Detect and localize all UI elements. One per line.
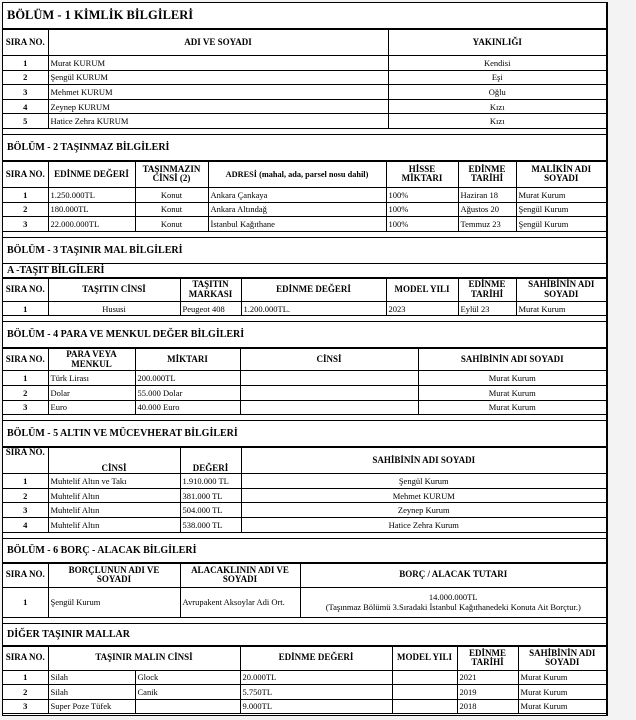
cell: Silah	[48, 685, 135, 700]
section-5-title: BÖLÜM - 5 ALTIN VE MÜCEVHERAT BİLGİLERİ	[3, 421, 606, 447]
cell: 20.000TL	[240, 670, 392, 685]
cell: 1.910.000 TL	[180, 474, 241, 489]
cell: Murat Kurum	[516, 301, 606, 316]
table-row	[3, 371, 606, 386]
table-row	[3, 202, 606, 217]
cell: 1	[3, 587, 48, 617]
cell	[240, 400, 418, 415]
cell: 2018	[457, 699, 518, 714]
cell: Şengül Kurum	[48, 587, 180, 617]
cell: Oğlu	[388, 85, 606, 100]
col-header: SAHİBİNİN ADI SOYADI	[418, 349, 606, 371]
section-3-title: BÖLÜM - 3 TAŞINIR MAL BİLGİLERİ	[3, 238, 606, 264]
cell: 9.000TL	[240, 699, 392, 714]
cell: Eşi	[388, 70, 606, 85]
cell: 3	[3, 217, 48, 232]
section-6-title: BÖLÜM - 6 BORÇ - ALACAK BİLGİLERİ	[3, 539, 606, 563]
cell: Muhtelif Altın	[48, 503, 180, 518]
table-row	[3, 56, 606, 71]
para-table	[3, 348, 606, 415]
cell: Murat Kurum	[516, 187, 606, 202]
cell: 3	[3, 503, 48, 518]
cell: Murat Kurum	[418, 400, 606, 415]
col-header: ALACAKLININ ADI VE SOYADI	[180, 563, 300, 587]
cell: 3	[3, 699, 48, 714]
cell: Kızı	[388, 99, 606, 114]
cell: Ankara Altındağ	[208, 202, 386, 217]
col-header: MODEL YILI	[386, 278, 458, 301]
cell: 2	[3, 488, 48, 503]
col-header: SIRA NO.	[3, 161, 48, 187]
cell: 100%	[386, 202, 458, 217]
cell: 1	[3, 670, 48, 685]
kimlik-table	[3, 29, 606, 129]
cell: 1	[3, 56, 48, 71]
cell: Dolar	[48, 385, 135, 400]
cell: Ağustos 20	[458, 202, 516, 217]
cell: 5.750TL	[240, 685, 392, 700]
table-row	[3, 99, 606, 114]
col-header: SAHİBİNİN ADI SOYADI	[518, 646, 606, 670]
cell	[392, 670, 457, 685]
table-row	[3, 685, 606, 700]
cell: Kendisi	[388, 56, 606, 71]
cell: Konut	[135, 187, 208, 202]
cell: Murat Kurum	[518, 670, 606, 685]
cell: İstanbul Kağıthane	[208, 217, 386, 232]
col-header: MODEL YILI	[392, 646, 457, 670]
table-row	[3, 517, 606, 532]
table-row	[3, 301, 606, 316]
cell: 1	[3, 371, 48, 386]
col-header: CİNSİ	[48, 448, 180, 474]
cell: Hatice Zehra Kurum	[241, 517, 606, 532]
section-3-subtitle: A -TAŞIT BİLGİLERİ	[3, 264, 606, 278]
cell: 40.000 Euro	[135, 400, 240, 415]
cell: 2	[3, 385, 48, 400]
cell	[300, 587, 606, 617]
cell: Şengül Kurum	[241, 474, 606, 489]
cell: 1.250.000TL	[48, 187, 135, 202]
cell: Muhtelif Altın	[48, 517, 180, 532]
cell: 2019	[457, 685, 518, 700]
table-row	[3, 217, 606, 232]
table-row	[3, 474, 606, 489]
cell: 4	[3, 517, 48, 532]
cell: Murat Kurum	[518, 685, 606, 700]
col-header: DEĞERİ	[180, 448, 241, 474]
col-header: HİSSE MİKTARI	[386, 161, 458, 187]
col-header: TAŞITIN CİNSİ	[48, 278, 180, 301]
table-row	[3, 699, 606, 714]
section-1-title: BÖLÜM - 1 KİMLİK BİLGİLERİ	[3, 3, 606, 29]
cell: Konut	[135, 202, 208, 217]
cell	[240, 385, 418, 400]
col-header: SIRA NO.	[3, 349, 48, 371]
cell: Glock	[135, 670, 240, 685]
cell: Canik	[135, 685, 240, 700]
diger-table	[3, 646, 606, 715]
cell: Şengül KURUM	[48, 70, 388, 85]
col-header: BORÇLUNUN ADI VE SOYADI	[48, 563, 180, 587]
cell: Hususi	[48, 301, 180, 316]
col-header: SAHİBİNİN ADI SOYADI	[516, 278, 606, 301]
cell: 22.000.000TL	[48, 217, 135, 232]
col-header: EDİNME DEĞERİ	[241, 278, 386, 301]
table-row	[3, 670, 606, 685]
cell: 2023	[386, 301, 458, 316]
cell: 2	[3, 70, 48, 85]
table-row	[3, 70, 606, 85]
cell: 4	[3, 99, 48, 114]
cell: Şengül Kurum	[516, 202, 606, 217]
cell: 1.200.000TL.	[241, 301, 386, 316]
cell: Silah	[48, 670, 135, 685]
cell: Mehmet KURUM	[241, 488, 606, 503]
cell: 2	[3, 685, 48, 700]
col-header: TAŞINIR MALIN CİNSİ	[48, 646, 240, 670]
col-header: EDİNME TARİHİ	[458, 161, 516, 187]
cell: Kızı	[388, 114, 606, 129]
col-sira-no: SIRA NO.	[3, 30, 48, 56]
cell: 1	[3, 474, 48, 489]
cell: 3	[3, 85, 48, 100]
cell: Zeynep KURUM	[48, 99, 388, 114]
col-header: ADRESİ (mahal, ada, parsel nosu dahil)	[208, 161, 386, 187]
cell: Haziran 18	[458, 187, 516, 202]
col-header: SIRA NO.	[3, 646, 48, 670]
borc-amount: 14.000.000TL	[428, 592, 478, 602]
col-header: CİNSİ	[240, 349, 418, 371]
cell: 1	[3, 301, 48, 316]
cell: Ankara Çankaya	[208, 187, 386, 202]
cell: Muhtelif Altın ve Takı	[48, 474, 180, 489]
table-row	[3, 488, 606, 503]
col-header: SAHİBİNİN ADI SOYADI	[241, 448, 606, 474]
col-yakinligi: YAKINLIĞI	[388, 30, 606, 56]
cell	[392, 699, 457, 714]
col-adi-soyadi: ADI VE SOYADI	[48, 30, 388, 56]
cell: 55.000 Dolar	[135, 385, 240, 400]
cell: Murat Kurum	[418, 385, 606, 400]
cell: Konut	[135, 217, 208, 232]
col-header: EDİNME DEĞERİ	[48, 161, 135, 187]
col-header: EDİNME TARİHİ	[458, 278, 516, 301]
cell: Şengül Kurum	[516, 217, 606, 232]
document-page	[2, 2, 608, 716]
cell: Muhtelif Altın	[48, 488, 180, 503]
cell: Temmuz 23	[458, 217, 516, 232]
cell: 381.000 TL	[180, 488, 241, 503]
cell: Super Poze Tüfek	[48, 699, 135, 714]
tasit-table	[3, 278, 606, 317]
col-header: MİKTARI	[135, 349, 240, 371]
cell: 100%	[386, 217, 458, 232]
section-4-title: BÖLÜM - 4 PARA VE MENKUL DEĞER BİLGİLERİ	[3, 322, 606, 348]
cell: Peugeot 408	[180, 301, 241, 316]
table-row	[3, 400, 606, 415]
col-header: TAŞITIN MARKASI	[180, 278, 241, 301]
cell: 2	[3, 202, 48, 217]
cell: 180.000TL	[48, 202, 135, 217]
col-header: EDİNME DEĞERİ	[240, 646, 392, 670]
col-header: TAŞINMAZIN CİNSİ (2)	[135, 161, 208, 187]
table-row	[3, 114, 606, 129]
col-header: SIRA NO.	[3, 278, 48, 301]
col-header: PARA VEYA MENKUL	[48, 349, 135, 371]
section-7-title: DİĞER TAŞINIR MALLAR	[3, 624, 606, 646]
cell: Hatice Zehra KURUM	[48, 114, 388, 129]
cell: Zeynep Kurum	[241, 503, 606, 518]
borc-table	[3, 563, 606, 618]
col-header: SIRA NO.	[3, 563, 48, 587]
cell: Türk Lirası	[48, 371, 135, 386]
cell: Mehmet KURUM	[48, 85, 388, 100]
table-row	[3, 503, 606, 518]
cell: Eylül 23	[458, 301, 516, 316]
altin-table	[3, 447, 606, 532]
cell: Avrupakent Aksoylar Adi Ort.	[180, 587, 300, 617]
col-header: BORÇ / ALACAK TUTARI	[300, 563, 606, 587]
table-row	[3, 385, 606, 400]
tasinmaz-table	[3, 161, 606, 232]
cell: Murat Kurum	[418, 371, 606, 386]
section-2-title: BÖLÜM - 2 TAŞINMAZ BİLGİLERİ	[3, 135, 606, 161]
table-row	[3, 587, 606, 617]
cell: Euro	[48, 400, 135, 415]
cell	[392, 685, 457, 700]
borc-note: (Taşınmaz Bölümü 3.Sıradaki İstanbul Kağıthanedeki Konuta Ait Borçtur.)	[325, 602, 581, 612]
cell: 200.000TL	[135, 371, 240, 386]
table-row	[3, 85, 606, 100]
col-header: EDİNME TARİHİ	[457, 646, 518, 670]
cell: 1	[3, 187, 48, 202]
cell: 2021	[457, 670, 518, 685]
cell: 538.000 TL	[180, 517, 241, 532]
cell: Murat Kurum	[518, 699, 606, 714]
cell	[135, 699, 240, 714]
cell: 504.000 TL	[180, 503, 241, 518]
col-header: SIRA NO.	[3, 448, 48, 474]
cell: 5	[3, 114, 48, 129]
table-row	[3, 187, 606, 202]
cell: Murat KURUM	[48, 56, 388, 71]
col-header: MALİKİN ADI SOYADI	[516, 161, 606, 187]
cell: 3	[3, 400, 48, 415]
cell: 100%	[386, 187, 458, 202]
cell	[240, 371, 418, 386]
